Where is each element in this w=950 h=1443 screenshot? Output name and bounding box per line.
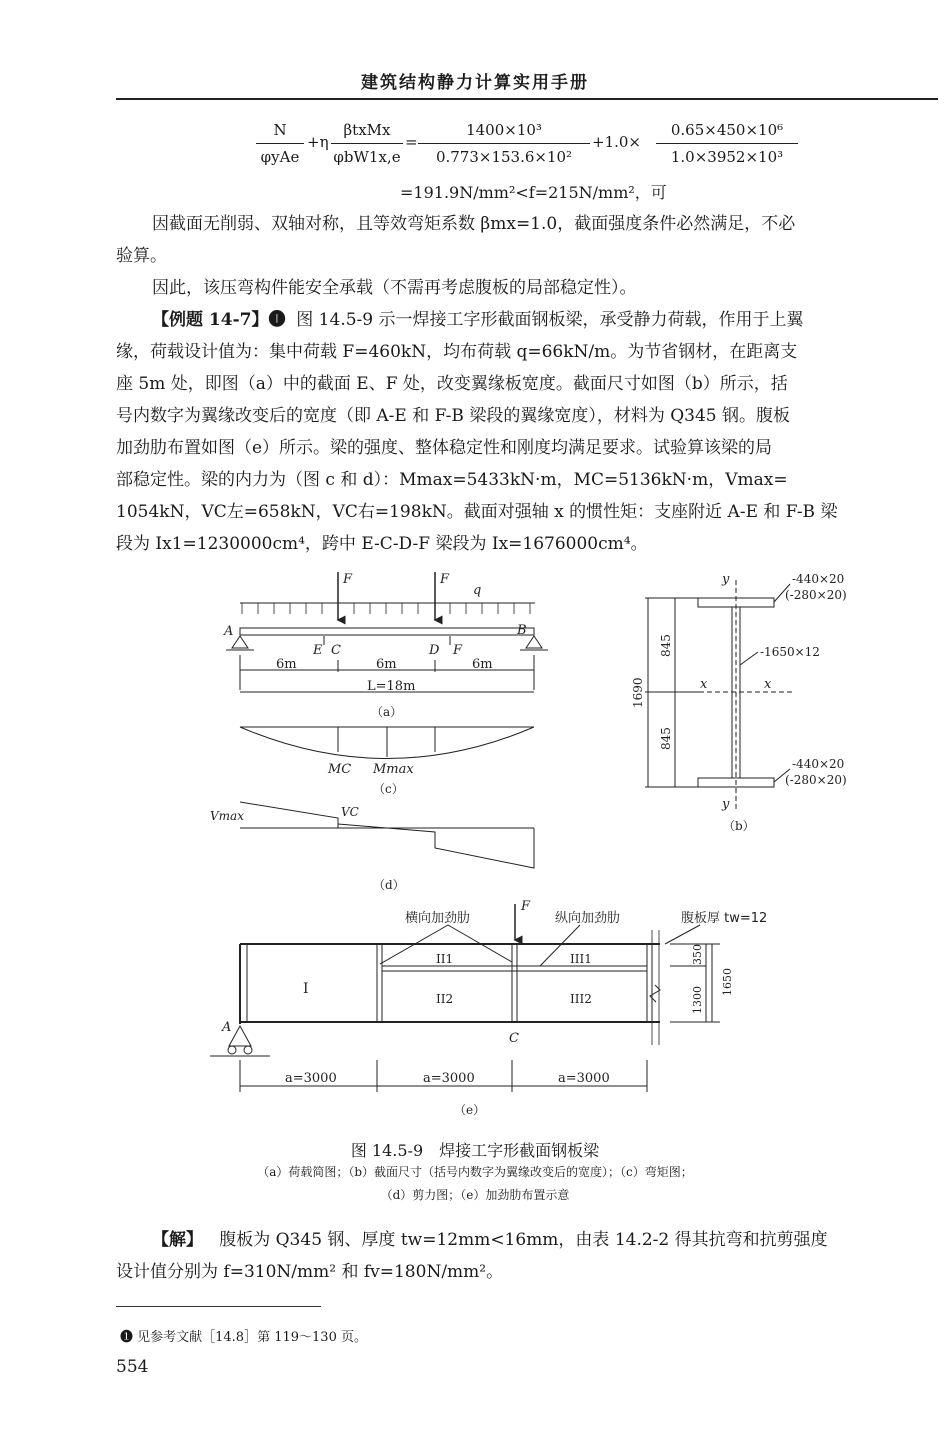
running-header: 建筑结构静力计算实用手册 (361, 73, 589, 93)
eq-lhs2-num: βtxMx (343, 121, 391, 139)
label-h-lower: 845 (659, 727, 673, 750)
cross-section-b (645, 580, 795, 810)
paragraph-conclusion: 因此，该压弯构件能安全承载（不需再考虑腹板的局部稳定性）。 (152, 278, 637, 298)
example-label: 【例题 14-7】❶ (152, 310, 286, 330)
label-y-top: y (722, 572, 730, 587)
label-e: （e） (454, 1103, 486, 1117)
paragraph-solution: 【解】 腹板为 Q345 钢、厚度 tw=12mm<16mm，由表 14.2-2 得其抗弯和抗剪强度 设计值分别为 f=310N/mm² 和 fv=180N/mm²。 (116, 1230, 828, 1282)
label-h-upper: 845 (659, 634, 673, 657)
label-x-left: x (700, 677, 708, 692)
label-F1: F (343, 572, 353, 587)
label-E: E (313, 643, 323, 658)
label-flange-bot-alt: (-280×20) (785, 773, 847, 787)
label-flange-bot: -440×20 (792, 757, 845, 771)
label-transverse-stiffener: 横向加劲肋 (405, 911, 471, 926)
label-C: C (331, 643, 341, 658)
beam-elevation (240, 628, 534, 635)
label-h-total: 1690 (631, 677, 645, 708)
support-a-icon (229, 1026, 251, 1046)
eq-rhs1-den: 0.773×153.6×10² (435, 148, 573, 166)
label-C-e: C (509, 1031, 519, 1046)
solution-label: 【解】 (152, 1230, 203, 1250)
support-b-icon (526, 636, 542, 648)
label-x-right: x (764, 677, 772, 692)
label-b: （b） (723, 819, 755, 833)
label-panel-III2: III2 (570, 992, 592, 1006)
label-panel-III1: III1 (570, 952, 592, 966)
label-F2: F (440, 572, 450, 587)
label-c: （c） (373, 782, 404, 796)
moment-diagram-c (240, 727, 534, 759)
label-q: q (473, 583, 482, 598)
label-web-thickness: 腹板厚 tw=12 (681, 911, 768, 926)
label-panel-II2: II2 (436, 992, 454, 1006)
label-d: （d） (373, 878, 405, 892)
eq-rhs2-num: 0.65×450×10⁶ (670, 121, 784, 139)
label-A-e: A (222, 1020, 232, 1035)
label-Vc: VC (341, 805, 359, 819)
label-Mmax: Mmax (373, 762, 414, 777)
footnote: ❶ 见参考文献［14.8］第 119～130 页。 (120, 1330, 367, 1345)
footnote-rule (116, 1306, 321, 1307)
label-span1: 6m (276, 657, 297, 672)
load-diagram-a (226, 572, 548, 692)
label-flange-top-alt: (-280×20) (785, 588, 847, 602)
label-flange-top: -440×20 (792, 572, 845, 586)
figure-caption: 图 14.5-9 焊接工字形截面钢板梁 (350, 1141, 600, 1160)
label-350: 350 (691, 944, 704, 965)
eq-plus-coef: +1.0× (592, 133, 641, 151)
label-a1: a=3000 (285, 1071, 337, 1086)
label-panel-I: I (303, 981, 309, 997)
eq-rhs2-den: 1.0×3952×10³ (670, 148, 784, 166)
distributed-load-arrows (242, 603, 530, 614)
paragraph-example: 【例题 14-7】❶ 图 14.5-9 示一焊接工字形截面钢板梁，承受静力荷载，作用于上翼 缘，荷载设计值为：集中荷载 F=460kN，均布荷载 q=66kN/m。为节省钢材，在距离支 座 5m 处，即图（a）中的截面 E、F 处，改变翼缘板宽度。截面尺寸如图（b）所示，括 号内数字为翼缘改变后的宽度（即 A-E 和 F-B 梁段的翼缘宽度），材料为 Q345 钢。腹板 加劲肋布置如图（e）所示。梁的强度、整体稳定性和刚度均满足要求。试验算该梁的局 部稳定性。梁的内力为（图 c 和 d）：Mmax=5433kN·m，MC=5136kN·m，Vmax= 1054kN，VC左=658kN，VC右=198kN。截面对强轴 x 的惯性矩：支座附近 A-E 和 F-B 梁 段为 Ix1=1230000cm⁴，跨中 E-C-D-F 梁段为 Ix=1676000cm⁴。 (116, 310, 838, 554)
label-a2: a=3000 (423, 1071, 475, 1086)
shear-diagram-d (240, 802, 534, 868)
label-web: -1650×12 (760, 645, 820, 659)
stiffener-layout-e (210, 904, 720, 1092)
eq-lhs1-den: φyAe (260, 148, 300, 166)
label-F: F (453, 643, 463, 658)
label-1650: 1650 (721, 968, 734, 996)
support-a-icon (232, 636, 248, 648)
label-longitudinal-stiffener: 纵向加劲肋 (555, 911, 621, 926)
eq-result: =191.9N/mm²<f=215N/mm²，可 (400, 183, 667, 202)
label-panel-II1: II1 (436, 952, 454, 966)
page-number: 554 (116, 1357, 149, 1377)
label-Vmax: Vmax (210, 809, 244, 823)
label-Mc: MC (328, 762, 352, 777)
label-total-span: L=18m (367, 679, 416, 694)
eq-equals: = (405, 133, 418, 151)
figure-subcaption: （d）剪力图；（e）加劲肋布置示意 (380, 1188, 570, 1202)
label-F-e: F (521, 899, 531, 914)
label-a: （a） (371, 705, 403, 719)
figure-subcaption: （a）荷载简图；（b）截面尺寸（括号内数字为翼缘改变后的宽度）；（c）弯矩图； (257, 1165, 693, 1179)
label-1300: 1300 (691, 986, 704, 1014)
eq-rhs1-num: 1400×10³ (466, 121, 542, 139)
label-A: A (224, 624, 234, 639)
label-B: B (517, 623, 527, 638)
eq-lhs1-num: N (273, 121, 287, 139)
eq-lhs2-den: φbW1x,e (333, 148, 401, 166)
label-y-bot: y (722, 797, 730, 812)
label-span3: 6m (472, 657, 493, 672)
label-a3: a=3000 (558, 1071, 610, 1086)
eq-plus-eta: +η (307, 133, 329, 151)
paragraph-section-strength: 因截面无削弱、双轴对称，且等效弯矩系数 βmx=1.0，截面强度条件必然满足，不必 验算。 (116, 214, 796, 266)
label-D: D (429, 643, 440, 658)
label-span2: 6m (376, 657, 397, 672)
